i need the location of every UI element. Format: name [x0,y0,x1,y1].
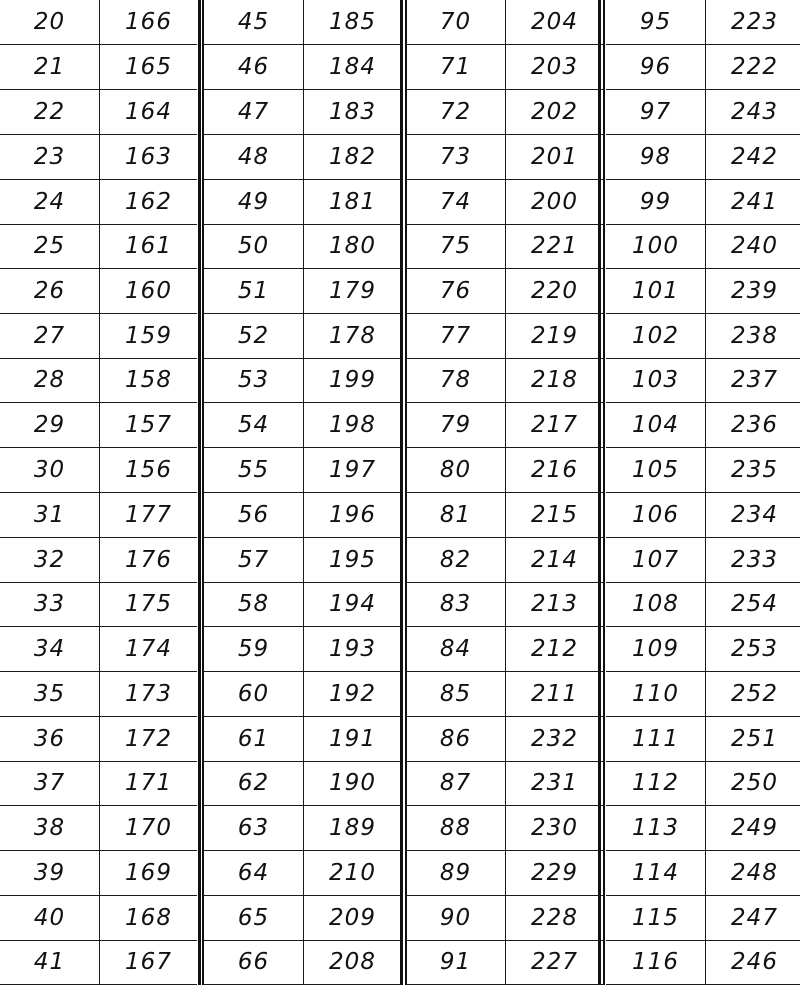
left-number-cell: 86 [406,717,506,761]
right-number-cell: 227 [531,949,578,975]
right-number-cell: 196 [329,502,376,528]
table-row [606,717,800,762]
right-number-cell: 174 [125,636,172,662]
left-number-cell: 30 [0,448,100,492]
table-row [606,180,800,225]
table-row [204,672,401,717]
left-number-cell: 27 [0,314,100,358]
table-row [606,448,800,493]
right-number-cell: 211 [531,681,578,707]
table-block-3 [406,0,603,985]
left-number-cell: 28 [0,358,100,402]
left-number-cell: 110 [606,672,706,716]
left-number-cell: 99 [606,180,706,224]
right-number-cell: 220 [531,278,578,304]
table-row [406,672,603,717]
table-row [0,269,197,314]
right-number-cell: 217 [531,412,578,438]
left-number-cell: 113 [606,806,706,850]
right-number-cell: 164 [125,99,172,125]
table-row [204,851,401,896]
left-number-cell: 66 [204,940,304,984]
left-number-cell: 79 [406,403,506,447]
left-number-cell: 73 [406,135,506,179]
table-row [406,448,603,493]
left-number-cell: 80 [406,448,506,492]
left-number-cell: 97 [606,90,706,134]
left-number-cell: 85 [406,672,506,716]
right-number-cell: 215 [531,502,578,528]
left-number-cell: 35 [0,672,100,716]
right-number-cell: 242 [731,144,778,170]
table-row [204,180,401,225]
table-row [204,403,401,448]
table-row [606,627,800,672]
left-number-cell: 53 [204,358,304,402]
table-row [606,806,800,851]
left-number-cell: 114 [606,851,706,895]
left-number-cell: 60 [204,672,304,716]
table-row [0,90,197,135]
table-row [606,45,800,90]
left-number-cell: 81 [406,493,506,537]
right-number-cell: 209 [329,905,376,931]
left-number-cell: 78 [406,358,506,402]
left-number-cell: 102 [606,314,706,358]
left-number-cell: 54 [204,403,304,447]
left-number-cell: 116 [606,940,706,984]
table-row [204,358,401,403]
left-number-cell: 88 [406,806,506,850]
right-number-cell: 234 [731,502,778,528]
table-row [0,717,197,762]
column-divider-line [405,0,407,985]
table-row [204,314,401,359]
right-number-cell: 228 [531,905,578,931]
table-row [606,672,800,717]
left-number-cell: 55 [204,448,304,492]
left-number-cell: 46 [204,45,304,89]
table-row [406,493,603,538]
table-row [406,940,603,985]
table-row [0,0,197,45]
column-divider-line [603,0,605,985]
left-number-cell: 23 [0,135,100,179]
right-number-cell: 200 [531,189,578,215]
left-number-cell: 24 [0,180,100,224]
right-number-cell: 167 [125,949,172,975]
right-number-cell: 243 [731,99,778,125]
table-row [0,627,197,672]
right-number-cell: 165 [125,54,172,80]
right-number-cell: 185 [329,9,376,35]
table-row [406,806,603,851]
right-number-cell: 202 [531,99,578,125]
left-number-cell: 105 [606,448,706,492]
right-number-cell: 246 [731,949,778,975]
left-number-cell: 95 [606,0,706,44]
left-number-cell: 87 [406,761,506,805]
table-block-2 [204,0,401,985]
right-number-cell: 247 [731,905,778,931]
table-block-4 [606,0,800,985]
table-row [204,493,401,538]
right-number-cell: 204 [531,9,578,35]
right-number-cell: 179 [329,278,376,304]
table-row [0,448,197,493]
right-number-cell: 221 [531,233,578,259]
table-row [204,717,401,762]
right-number-cell: 177 [125,502,172,528]
table-row [204,448,401,493]
table-row [204,45,401,90]
left-number-cell: 83 [406,582,506,626]
left-number-cell: 109 [606,627,706,671]
left-number-cell: 50 [204,224,304,268]
left-number-cell: 21 [0,45,100,89]
left-number-cell: 108 [606,582,706,626]
table-row [0,896,197,941]
right-number-cell: 162 [125,189,172,215]
right-number-cell: 251 [731,726,778,752]
right-number-cell: 184 [329,54,376,80]
left-number-cell: 25 [0,224,100,268]
left-number-cell: 40 [0,896,100,940]
table-row [0,761,197,806]
right-number-cell: 182 [329,144,376,170]
right-number-cell: 191 [329,726,376,752]
left-number-cell: 115 [606,896,706,940]
left-number-cell: 61 [204,717,304,761]
table-row [406,314,603,359]
left-number-cell: 103 [606,358,706,402]
right-number-cell: 172 [125,726,172,752]
left-number-cell: 104 [606,403,706,447]
left-number-cell: 56 [204,493,304,537]
table-row [406,717,603,762]
right-number-cell: 199 [329,367,376,393]
right-number-cell: 239 [731,278,778,304]
left-number-cell: 29 [0,403,100,447]
table-row [204,627,401,672]
right-number-cell: 253 [731,636,778,662]
table-row [204,538,401,583]
right-number-cell: 210 [329,860,376,886]
table-row [606,358,800,403]
left-number-cell: 112 [606,761,706,805]
table-row [204,582,401,627]
right-number-cell: 219 [531,323,578,349]
right-number-cell: 192 [329,681,376,707]
table-row [606,940,800,985]
right-number-cell: 240 [731,233,778,259]
table-row [606,896,800,941]
table-row [606,314,800,359]
table-block-1 [0,0,197,985]
right-number-cell: 181 [329,189,376,215]
left-number-cell: 36 [0,717,100,761]
right-number-cell: 173 [125,681,172,707]
right-number-cell: 171 [125,770,172,796]
table-row [204,0,401,45]
table-row [606,761,800,806]
table-row [406,0,603,45]
right-number-cell: 166 [125,9,172,35]
left-number-cell: 45 [204,0,304,44]
right-number-cell: 248 [731,860,778,886]
right-number-cell: 159 [125,323,172,349]
left-number-cell: 98 [606,135,706,179]
table-row [406,269,603,314]
left-number-cell: 107 [606,538,706,582]
table-row [0,806,197,851]
column-divider-line [198,0,201,985]
right-number-cell: 169 [125,860,172,886]
left-number-cell: 34 [0,627,100,671]
right-number-cell: 194 [329,591,376,617]
table-row [606,224,800,269]
column-divider-line [400,0,403,985]
right-number-cell: 183 [329,99,376,125]
right-number-cell: 231 [531,770,578,796]
table-row [606,0,800,45]
left-number-cell: 101 [606,269,706,313]
table-row [0,851,197,896]
table-row [0,135,197,180]
table-row [0,180,197,225]
column-divider-line [202,0,204,985]
left-number-cell: 77 [406,314,506,358]
right-number-cell: 254 [731,591,778,617]
left-number-cell: 38 [0,806,100,850]
table-row [204,90,401,135]
right-number-cell: 216 [531,457,578,483]
left-number-cell: 48 [204,135,304,179]
table-row [406,180,603,225]
table-row [406,45,603,90]
left-number-cell: 26 [0,269,100,313]
left-number-cell: 32 [0,538,100,582]
table-row [204,806,401,851]
right-number-cell: 197 [329,457,376,483]
right-number-cell: 175 [125,591,172,617]
left-number-cell: 51 [204,269,304,313]
right-number-cell: 158 [125,367,172,393]
table-row [606,582,800,627]
table-row [0,940,197,985]
column-divider-line [598,0,601,985]
table-row [606,851,800,896]
right-number-cell: 198 [329,412,376,438]
left-number-cell: 76 [406,269,506,313]
table-row [406,135,603,180]
left-number-cell: 20 [0,0,100,44]
right-number-cell: 212 [531,636,578,662]
right-number-cell: 230 [531,815,578,841]
table-row [0,314,197,359]
left-number-cell: 106 [606,493,706,537]
left-number-cell: 33 [0,582,100,626]
table-row [606,90,800,135]
left-number-cell: 57 [204,538,304,582]
table-row [406,403,603,448]
left-number-cell: 52 [204,314,304,358]
table-row [204,896,401,941]
right-number-cell: 160 [125,278,172,304]
right-number-cell: 190 [329,770,376,796]
table-row [606,135,800,180]
right-number-cell: 193 [329,636,376,662]
right-number-cell: 252 [731,681,778,707]
right-number-cell: 249 [731,815,778,841]
table-row [0,45,197,90]
right-number-cell: 236 [731,412,778,438]
right-number-cell: 170 [125,815,172,841]
left-number-cell: 58 [204,582,304,626]
table-row [0,403,197,448]
right-number-cell: 223 [731,9,778,35]
right-number-cell: 156 [125,457,172,483]
table-row [406,761,603,806]
table-row [406,851,603,896]
right-number-cell: 237 [731,367,778,393]
left-number-cell: 100 [606,224,706,268]
right-number-cell: 214 [531,547,578,573]
right-number-cell: 178 [329,323,376,349]
left-number-cell: 89 [406,851,506,895]
right-number-cell: 232 [531,726,578,752]
left-number-cell: 74 [406,180,506,224]
right-number-cell: 201 [531,144,578,170]
left-number-cell: 47 [204,90,304,134]
left-number-cell: 71 [406,45,506,89]
right-number-cell: 195 [329,547,376,573]
right-number-cell: 157 [125,412,172,438]
left-number-cell: 84 [406,627,506,671]
left-number-cell: 64 [204,851,304,895]
left-number-cell: 72 [406,90,506,134]
table-row [406,224,603,269]
table-row [406,627,603,672]
table-row [606,269,800,314]
left-number-cell: 96 [606,45,706,89]
right-number-cell: 163 [125,144,172,170]
right-number-cell: 229 [531,860,578,886]
left-number-cell: 65 [204,896,304,940]
left-number-cell: 75 [406,224,506,268]
left-number-cell: 22 [0,90,100,134]
table-row [204,135,401,180]
table-row [606,538,800,583]
left-number-cell: 91 [406,940,506,984]
left-number-cell: 63 [204,806,304,850]
table-row [0,358,197,403]
right-number-cell: 203 [531,54,578,80]
table-row [406,358,603,403]
right-number-cell: 168 [125,905,172,931]
right-number-cell: 222 [731,54,778,80]
left-number-cell: 39 [0,851,100,895]
table-row [0,582,197,627]
left-number-cell: 70 [406,0,506,44]
right-number-cell: 238 [731,323,778,349]
table-row [406,538,603,583]
left-number-cell: 90 [406,896,506,940]
right-number-cell: 189 [329,815,376,841]
table-row [204,269,401,314]
left-number-cell: 59 [204,627,304,671]
table-row [606,403,800,448]
right-number-cell: 161 [125,233,172,259]
table-row [0,224,197,269]
right-number-cell: 180 [329,233,376,259]
right-number-cell: 208 [329,949,376,975]
right-number-cell: 241 [731,189,778,215]
left-number-cell: 41 [0,940,100,984]
right-number-cell: 233 [731,547,778,573]
left-number-cell: 31 [0,493,100,537]
table-row [0,672,197,717]
left-number-cell: 62 [204,761,304,805]
left-number-cell: 111 [606,717,706,761]
table-row [406,90,603,135]
table-row [406,896,603,941]
right-number-cell: 218 [531,367,578,393]
left-number-cell: 37 [0,761,100,805]
table-row [204,761,401,806]
table-row [406,582,603,627]
right-number-cell: 250 [731,770,778,796]
table-row [0,493,197,538]
table-row [204,224,401,269]
table-row [606,493,800,538]
right-number-cell: 176 [125,547,172,573]
right-number-cell: 213 [531,591,578,617]
table-row [0,538,197,583]
left-number-cell: 82 [406,538,506,582]
table-row [204,940,401,985]
left-number-cell: 49 [204,180,304,224]
right-number-cell: 235 [731,457,778,483]
